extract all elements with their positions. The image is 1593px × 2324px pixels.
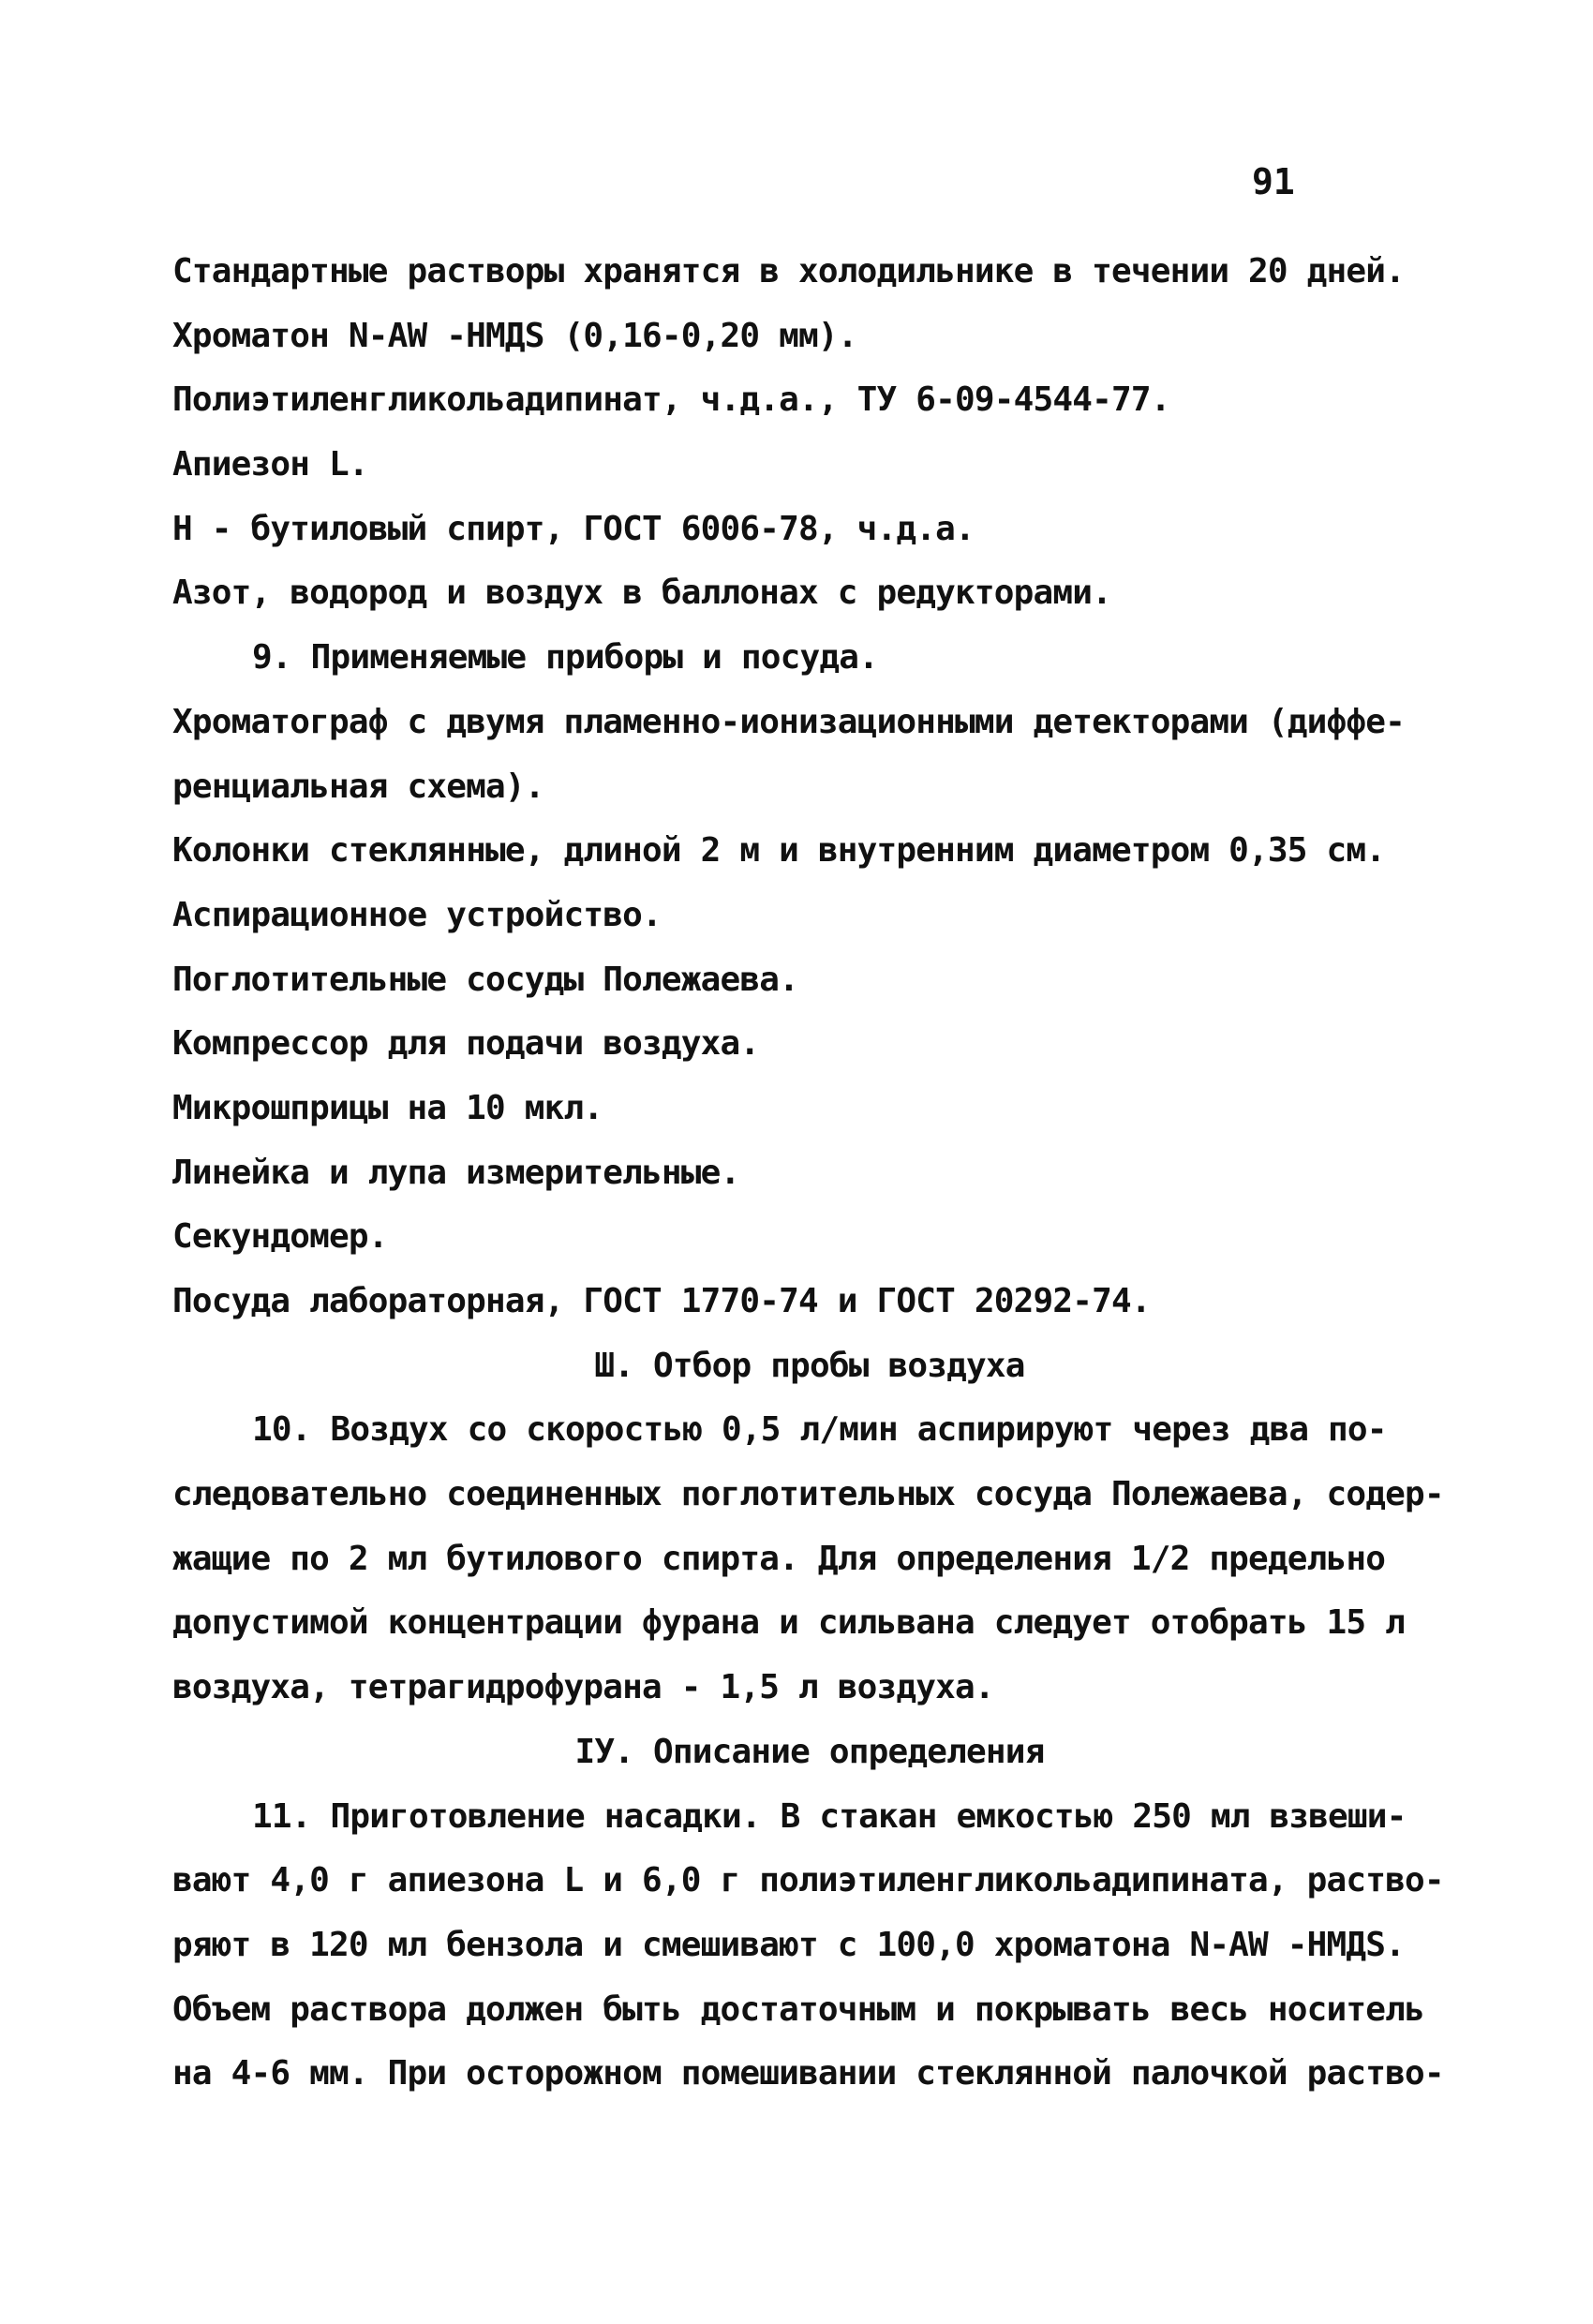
text-line: Объем раствора должен быть достаточным и покрывать весь носитель [172,1989,1424,2029]
text-line: Ш. Отбор пробы воздуха [594,1346,1025,1385]
text-line: следовательно соединенных поглотительных сосуда Полежаева, содер- [172,1475,1444,1514]
text-line: Апиезон L. [172,445,368,484]
text-line: Поглотительные сосуды Полежаева. [172,960,798,999]
text-line: Аспирационное устройство. [172,895,662,934]
text-line: ряют в 120 мл бензола и смешивают с 100,0 хроматона N-AW -HMДS. [172,1925,1406,1964]
text-line: Линейка и лупа измерительные. [172,1153,740,1192]
text-line: Микрошприцы на 10 мкл. [172,1088,603,1127]
text-line: на 4-6 мм. При осторожном помешивании стеклянной палочкой раство- [172,2054,1444,2093]
text-line: Полиэтиленгликольадипинат, ч.д.а., ТУ 6-09-4544-77. [172,380,1170,420]
text-line: Посуда лабораторная, ГОСТ 1770-74 и ГОСТ 20292-74. [172,1282,1151,1320]
text-line: воздуха, тетрагидрофурана - 1,5 л воздуха. [172,1668,994,1707]
text-line: Азот, водород и воздух в баллонах с редукторами. [172,574,1111,613]
text-line: Хроматограф с двумя пламенно-ионизационными детекторами (диффе- [172,702,1406,741]
text-line: Хроматон N-AW -HMДS (0,16-0,20 мм). [172,316,857,355]
text-line: Стандартные растворы хранятся в холодильнике в течении 20 дней. [172,252,1406,290]
text-line: Компрессор для подачи воздуха. [172,1024,760,1064]
text-line: Н - бутиловый спирт, ГОСТ 6006-78, ч.д.а. [172,509,975,548]
text-line: IУ. Описание определения [574,1732,1045,1771]
text-line: ренциальная схема). [172,767,544,806]
text-line: Колонки стеклянные, длиной 2 м и внутренним диаметром 0,35 см. [172,831,1386,871]
text-line: Секундомер. [172,1217,388,1257]
page-number: 91 [1252,161,1295,202]
text-line: 11. Приготовление насадки. В стакан емкостью 250 мл взвеши- [252,1796,1407,1836]
text-line: 10. Воздух со скоростью 0,5 л/мин аспирируют через два по- [252,1410,1387,1450]
body-text [172,240,1447,2107]
text-line: вают 4,0 г апиезона L и 6,0 г полиэтиленгликольадипината, раство- [172,1861,1444,1900]
text-line: жащие по 2 мл бутилового спирта. Для определения 1/2 предельно [172,1539,1386,1578]
text-line: 9. Применяемые приборы и посуда. [252,638,878,678]
text-line: допустимой концентрации фурана и сильвана следует отобрать 15 л [172,1603,1406,1643]
